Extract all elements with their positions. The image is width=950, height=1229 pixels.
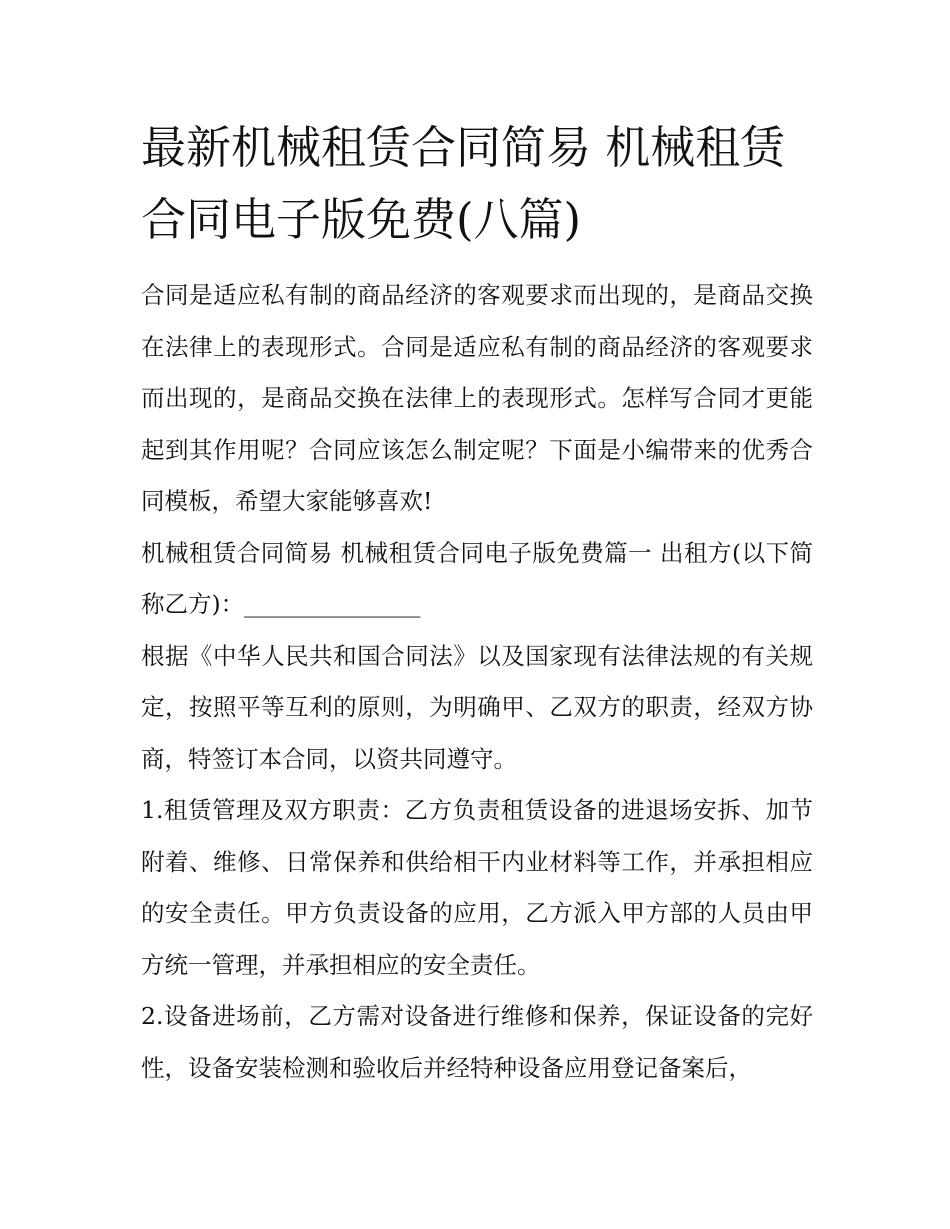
document-body bbox=[141, 112, 813, 1094]
paragraph-clause-2: 2.设备进场前，乙方需对设备进行维修和保养，保证设备的完好性，设备安装检测和验收后并经特种设备应用登记备案后， bbox=[141, 1002, 813, 1082]
paragraph-lessor: 机械租赁合同简易 机械租赁合同电子版免费篇一 出租方(以下简称乙方)：_______________ bbox=[141, 538, 813, 618]
paragraph-legal-basis: 根据《中华人民共和国合同法》以及国家现有法律法规的有关规定，按照平等互利的原则，为明确甲、乙双方的职责，经双方协商，特签订本合同，以资共同遵守。 bbox=[141, 641, 813, 773]
paragraph-intro: 合同是适应私有制的商品经济的客观要求而出现的，是商品交换在法律上的表现形式。合同是适应私有制的商品经济的客观要求而出现的，是商品交换在法律上的表现形式。怎样写合同才更能起到其作用呢？合同应该怎么制定呢？下面是小编带来的优秀合同模板，希望大家能够喜欢! bbox=[141, 281, 813, 515]
document-title: 最新机械租赁合同简易 机械租赁合同电子版免费(八篇) bbox=[141, 121, 786, 246]
paragraph-clause-1: 1.租赁管理及双方职责：乙方负责租赁设备的进退场安拆、加节附着、维修、日常保养和供给相干内业材料等工作，并承担相应的安全责任。甲方负责设备的应用，乙方派入甲方部的人员由甲方统一管理，并承担相应的安全责任。 bbox=[141, 796, 813, 979]
